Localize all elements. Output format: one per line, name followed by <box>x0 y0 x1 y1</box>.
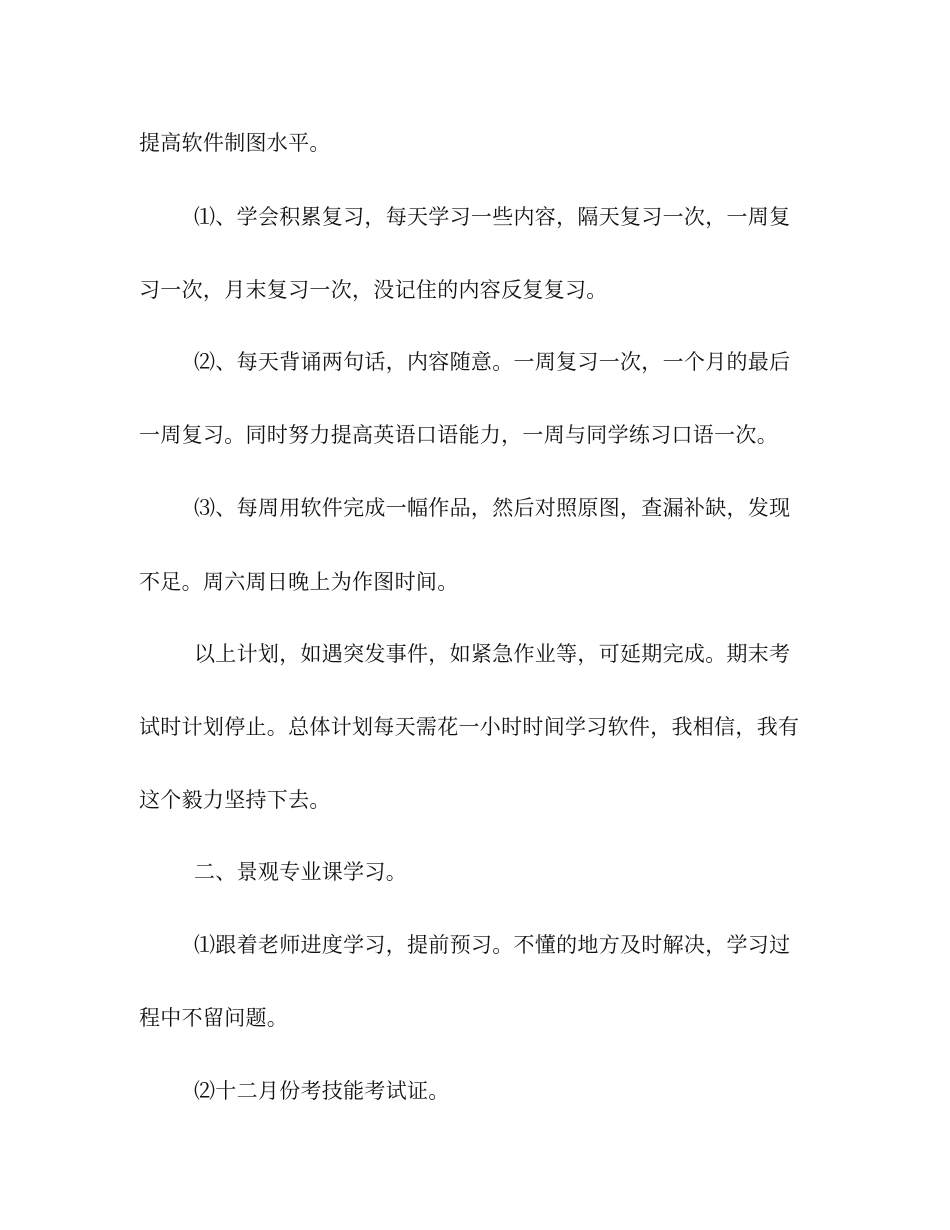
text-line: 习一次，月末复习一次，没记住的内容反复复习。 <box>139 278 608 302</box>
text-line: 不足。周六周日晚上为作图时间。 <box>139 570 459 594</box>
paragraph-line: ⑴跟着老师进度学习，提前预习。不懂的地方及时解决，学习过 <box>194 933 791 957</box>
paragraph-line: 以上计划，如遇突发事件，如紧急作业等，可延期完成。期末考 <box>194 642 791 666</box>
paragraph-line: ⑵、每天背诵两句话，内容随意。一周复习一次，一个月的最后 <box>194 350 791 374</box>
paragraph-line: ⑵十二月份考技能考试证。 <box>194 1079 450 1103</box>
section-heading: 二、景观专业课学习。 <box>194 860 407 884</box>
text-line: 程中不留问题。 <box>139 1006 289 1030</box>
text-line: 提高软件制图水平。 <box>139 131 331 155</box>
paragraph-line: ⑶、每周用软件完成一幅作品，然后对照原图，查漏补缺，发现 <box>194 496 791 520</box>
paragraph-line: ⑴、学会积累复习，每天学习一些内容，隔天复习一次，一周复 <box>194 205 791 229</box>
text-line: 这个毅力坚持下去。 <box>139 788 331 812</box>
text-line: 试时计划停止。总体计划每天需花一小时时间学习软件，我相信，我有 <box>139 715 800 739</box>
text-line: 一周复习。同时努力提高英语口语能力，一周与同学练习口语一次。 <box>139 423 778 447</box>
